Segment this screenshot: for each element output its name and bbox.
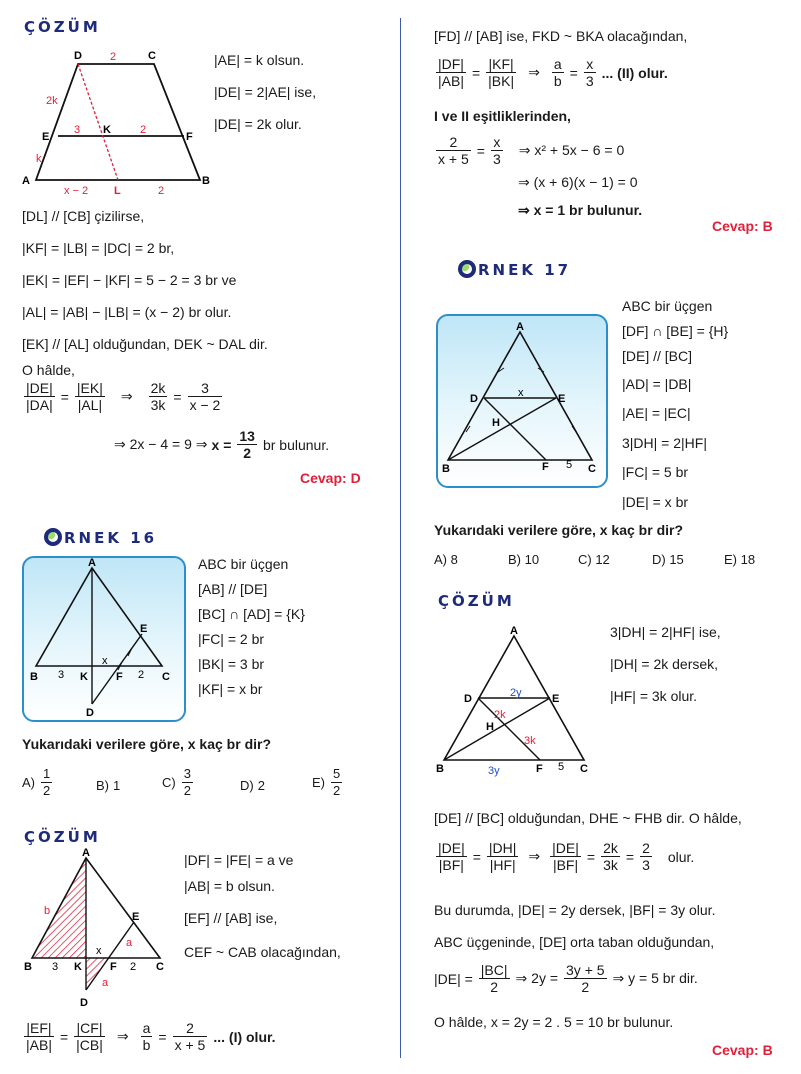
label-B: B bbox=[442, 463, 450, 475]
label-aek: k bbox=[36, 153, 42, 165]
label-D: D bbox=[74, 50, 82, 62]
equation-result: ⇒ x² + 5x − 6 = 0 bbox=[518, 142, 625, 158]
label-ek3: 3 bbox=[74, 124, 81, 136]
answer-label-2: Cevap: B bbox=[712, 218, 773, 234]
fraction-denominator: |DA| bbox=[26, 397, 53, 413]
given-line: |DF| = |FE| = a ve bbox=[184, 852, 294, 868]
label-D: D bbox=[86, 707, 94, 719]
choice-d[interactable] bbox=[240, 778, 265, 793]
midline-equation bbox=[434, 962, 698, 995]
solution-line: |KF| = |LB| = |DC| = 2 br, bbox=[22, 240, 175, 256]
choice-value: 2 bbox=[257, 778, 265, 793]
fraction-denominator: 2 bbox=[490, 979, 499, 995]
choice-label: C) bbox=[162, 775, 176, 790]
given-line: |DE| = 2k olur. bbox=[214, 116, 302, 132]
fraction-numerator: |KF| bbox=[486, 56, 516, 73]
label-fc: 2 bbox=[138, 669, 145, 681]
given-line: |FC| = 2 br bbox=[198, 631, 265, 647]
label-B: B bbox=[24, 961, 32, 973]
fraction-denominator: 3 bbox=[585, 73, 594, 89]
equation-text: ⇒ 2x − 4 = 9 ⇒ bbox=[114, 436, 208, 452]
fraction-denominator: x + 5 bbox=[438, 151, 469, 167]
fraction-numerator: |DE| bbox=[26, 380, 53, 396]
fraction-denominator: |AB| bbox=[26, 1037, 52, 1053]
given-line: |AD| = |DB| bbox=[622, 376, 692, 392]
label-x: x bbox=[96, 945, 102, 957]
label-hf: 3k bbox=[524, 735, 536, 747]
label-bk: 3 bbox=[52, 961, 59, 973]
fraction-denominator: |CB| bbox=[76, 1037, 103, 1053]
label-x: x bbox=[102, 655, 108, 667]
solution-16-triangle bbox=[18, 846, 178, 1010]
label-B: B bbox=[30, 671, 38, 683]
label-x: x bbox=[518, 387, 524, 399]
choice-e[interactable]: E) 18 bbox=[724, 552, 756, 567]
equation-text: |DE| = bbox=[434, 970, 473, 987]
label-A: A bbox=[82, 847, 90, 859]
implies-arrow: ⇒ bbox=[116, 1028, 129, 1044]
label-bk: 3 bbox=[58, 669, 65, 681]
choice-value: 1 bbox=[113, 778, 121, 793]
given-line: |AE| = |EC| bbox=[622, 405, 691, 421]
equation-step: ⇒ (x + 6)(x − 1) = 0 bbox=[518, 174, 638, 190]
label-C: C bbox=[580, 763, 588, 775]
fraction-numerator: 2k bbox=[603, 840, 618, 856]
label-A: A bbox=[22, 175, 30, 187]
solution-line: |EK| = |EF| − |KF| = 5 − 2 = 3 br ve bbox=[22, 272, 237, 288]
fraction-numerator: |DH| bbox=[488, 840, 517, 856]
label-E: E bbox=[140, 623, 148, 635]
label-fc: 2 bbox=[130, 961, 137, 973]
question-16: Yukarıdaki verilere göre, x kaç br dir? bbox=[22, 736, 272, 752]
example-17-triangle bbox=[436, 314, 604, 484]
given-line: |KF| = x br bbox=[198, 681, 263, 697]
equation-step: ⇒ x = 1 br bulunur. bbox=[518, 202, 643, 218]
fraction-denominator: b bbox=[553, 73, 562, 89]
label-D: D bbox=[464, 693, 472, 705]
fraction-denominator: 3 bbox=[492, 151, 501, 167]
given-line: |DH| = 2k dersek, bbox=[610, 656, 719, 672]
label-A: A bbox=[516, 321, 524, 333]
label-D: D bbox=[80, 997, 88, 1009]
label-b: b bbox=[44, 905, 51, 917]
fraction-denominator: |BF| bbox=[552, 857, 579, 873]
choice-label: A) bbox=[22, 775, 35, 790]
fraction-numerator: |EF| bbox=[24, 1020, 54, 1037]
given-line: |HF| = 3k olur. bbox=[610, 688, 698, 704]
fraction-numerator: |BC| bbox=[480, 962, 508, 978]
fraction-numerator: 3y + 5 bbox=[566, 962, 605, 978]
answer-label-3: Cevap: B bbox=[712, 1042, 773, 1058]
equation-x: x = bbox=[211, 436, 232, 453]
label-F: F bbox=[536, 763, 543, 775]
label-a1: a bbox=[126, 937, 133, 949]
label-fc: 5 bbox=[558, 761, 565, 773]
label-D: D bbox=[470, 393, 478, 405]
ratio-equation-II: $\frac{|DF|}{|AB|}$ = $\frac{|KF|}{|BK|}$ ⇒ $\frac{a}{b}$ = $\frac{x}{3}$ ... (II) olur. bbox=[438, 56, 668, 89]
label-H: H bbox=[486, 721, 494, 733]
ratio-equation-3: $\frac{|DE|}{|BF|}$ = $\frac{|DH|}{|HF|}$ ⇒ $\frac{|DE|}{|BF|}$ = $\frac{2k}{3k}$ = $\frac{2}{3}$ olur. bbox=[438, 840, 695, 873]
fraction-numerator: |CF| bbox=[74, 1020, 105, 1037]
label-C: C bbox=[156, 961, 164, 973]
given-line: [AB] // [DE] bbox=[198, 581, 268, 597]
label-F: F bbox=[110, 961, 117, 973]
label-F: F bbox=[542, 461, 549, 473]
label-F: F bbox=[116, 671, 123, 683]
equation-tail: olur. bbox=[667, 848, 695, 865]
label-al: x − 2 bbox=[64, 185, 89, 196]
solution-line: [DE] // [BC] olduğundan, DHE ~ FHB dir. O hâlde, bbox=[434, 810, 742, 826]
choice-label: E) bbox=[312, 775, 325, 790]
example-title: RNEK 17 bbox=[478, 261, 572, 279]
label-dh: 2k bbox=[494, 709, 506, 721]
choice-a[interactable] bbox=[22, 766, 54, 799]
fraction-numerator: 2 bbox=[642, 840, 650, 856]
label-C: C bbox=[148, 50, 156, 62]
label-K: K bbox=[103, 124, 111, 136]
label-B: B bbox=[436, 763, 444, 775]
solution-line: I ve II eşitliklerinden, bbox=[434, 108, 571, 124]
fraction-denominator: 2 bbox=[243, 445, 252, 461]
fraction-denominator: |BF| bbox=[438, 857, 464, 873]
fraction-numerator: 2 bbox=[173, 1020, 208, 1037]
given-line: |DE| = 2|AE| ise, bbox=[214, 84, 317, 100]
fraction-denominator: x − 2 bbox=[189, 397, 221, 413]
fraction-numerator: 13 bbox=[239, 428, 255, 444]
label-E: E bbox=[42, 131, 50, 143]
label-E: E bbox=[552, 693, 560, 705]
fraction-denominator: b bbox=[142, 1037, 151, 1053]
given-line: |DE| = x br bbox=[622, 494, 689, 510]
question-17: Yukarıdaki verilere göre, x kaç br dir? bbox=[434, 522, 684, 538]
answer-label-1: Cevap: D bbox=[300, 470, 361, 486]
fraction-denominator: 2 bbox=[581, 979, 590, 995]
label-kf2: 2 bbox=[140, 124, 147, 136]
label-K: K bbox=[80, 671, 88, 683]
fraction-denominator: 2 bbox=[183, 783, 191, 798]
label-a2: a bbox=[102, 977, 109, 989]
solution-line: Bu durumda, |DE| = 2y dersek, |BF| = 3y olur. bbox=[434, 902, 716, 918]
given-line: [BC] ∩ [AD] = {K} bbox=[198, 606, 305, 622]
fraction-denominator: 2 bbox=[333, 783, 341, 798]
given-line: CEF ~ CAB olacağından, bbox=[184, 944, 341, 960]
label-lb2: 2 bbox=[158, 185, 165, 196]
fraction-numerator: |DF| bbox=[436, 56, 466, 73]
example-17-heading bbox=[458, 260, 571, 279]
solution-line: [FD] // [AB] ise, FKD ~ BKA olacağından, bbox=[434, 28, 688, 44]
example-16-triangle bbox=[22, 556, 182, 720]
label-B: B bbox=[202, 175, 210, 187]
fraction-numerator: x bbox=[584, 56, 596, 73]
label-fc: 5 bbox=[566, 459, 573, 471]
fraction-numerator: a bbox=[553, 56, 562, 72]
solution-17-triangle bbox=[432, 622, 600, 778]
fraction-denominator: 3k bbox=[150, 397, 166, 413]
label-E: E bbox=[132, 911, 140, 923]
label-C: C bbox=[162, 671, 170, 683]
equation-tail: ... (II) olur. bbox=[601, 64, 668, 81]
fraction-denominator: |HF| bbox=[489, 857, 516, 873]
choice-label: D) bbox=[240, 778, 254, 793]
label-A: A bbox=[88, 557, 96, 569]
example-o-icon bbox=[44, 528, 62, 546]
equation-tail: ... (I) olur. bbox=[213, 1028, 276, 1045]
fraction-numerator: |EK| bbox=[76, 380, 103, 396]
result-equation-1 bbox=[114, 428, 329, 461]
given-line: 3|DH| = 2|HF| bbox=[622, 435, 707, 451]
given-line: ABC bir üçgen bbox=[622, 298, 713, 314]
trapezoid-figure bbox=[18, 44, 218, 196]
solution-heading-1: ÇÖZÜM bbox=[24, 18, 101, 36]
given-line: ABC bir üçgen bbox=[198, 556, 289, 572]
fraction-denominator: x + 5 bbox=[174, 1037, 206, 1053]
fraction-numerator: 1 bbox=[43, 766, 51, 781]
given-line: [DF] ∩ [BE] = {H} bbox=[622, 323, 729, 339]
label-ad2k: 2k bbox=[46, 95, 58, 107]
solution-line: |AL| = |AB| − |LB| = (x − 2) br olur. bbox=[22, 304, 232, 320]
label-H: H bbox=[492, 417, 500, 429]
fraction-numerator: 2k bbox=[150, 380, 166, 396]
label-dc: 2 bbox=[110, 51, 117, 63]
column-divider bbox=[400, 18, 401, 1058]
equation-text: br bulunur. bbox=[262, 436, 330, 453]
fraction-denominator: |BK| bbox=[488, 73, 515, 89]
choice-e[interactable] bbox=[312, 766, 344, 799]
label-bf: 3y bbox=[488, 765, 500, 777]
solution-line: O hâlde, bbox=[22, 362, 75, 378]
fraction-numerator: a bbox=[142, 1020, 151, 1036]
fraction-numerator: 3 bbox=[183, 766, 191, 781]
given-line: |FC| = 5 br bbox=[622, 464, 689, 480]
fraction-numerator: |DE| bbox=[552, 840, 579, 856]
fraction-numerator: 3 bbox=[188, 380, 223, 397]
example-o-icon bbox=[458, 260, 476, 278]
given-line: [EF] // [AB] ise, bbox=[184, 910, 278, 926]
ratio-equation-I: $\frac{|EF|}{|AB|}$ = $\frac{|CF|}{|CB|}$ ⇒ $\frac{a}{b}$ = $\frac{2}{x + 5}$ ... (I) olur. bbox=[26, 1020, 276, 1053]
label-A: A bbox=[510, 625, 518, 637]
implies-arrow: ⇒ bbox=[120, 388, 133, 404]
fraction-denominator: 3k bbox=[603, 857, 618, 873]
given-line: |BK| = 3 br bbox=[198, 656, 265, 672]
given-line: |AE| = k olsun. bbox=[214, 52, 305, 68]
ratio-equation-1: $\frac{|DE|}{|DA|}$ = $\frac{|EK|}{|AL|}$ ⇒ $\frac{2k}{3k}$ = $\frac{3}{x - 2}$ bbox=[26, 380, 221, 413]
implies-arrow: ⇒ bbox=[528, 64, 540, 80]
label-de: 2y bbox=[510, 687, 522, 699]
solution-heading-2: ÇÖZÜM bbox=[24, 828, 101, 846]
label-L: L bbox=[114, 185, 121, 196]
fraction-denominator: 2 bbox=[43, 783, 51, 798]
choice-b[interactable] bbox=[96, 778, 120, 793]
label-E: E bbox=[558, 393, 566, 405]
quadratic-equation: $\frac{2}{x + 5}$ = $\frac{x}{3}$ ⇒ x² + 5x − 6 = 0 bbox=[438, 134, 625, 167]
label-C: C bbox=[588, 463, 596, 475]
solution-line: O hâlde, x = 2y = 2 . 5 = 10 br bulunur. bbox=[434, 1014, 674, 1030]
fraction-denominator: 3 bbox=[642, 857, 650, 873]
example-title: RNEK 16 bbox=[64, 529, 158, 547]
given-line: [DE] // [BC] bbox=[622, 348, 693, 364]
choice-d[interactable]: D) 15 bbox=[652, 552, 684, 567]
fraction-numerator: 2 bbox=[436, 134, 471, 151]
given-line: |AB| = b olsun. bbox=[184, 878, 275, 894]
choice-c[interactable] bbox=[162, 766, 195, 799]
choice-a[interactable]: A) 8 bbox=[434, 552, 458, 567]
label-F: F bbox=[186, 131, 193, 143]
implies-arrow: ⇒ bbox=[528, 848, 541, 864]
choice-label: B) bbox=[96, 778, 109, 793]
label-K: K bbox=[74, 961, 82, 973]
fraction-denominator: |AL| bbox=[77, 397, 103, 413]
equation-text: ⇒ y = 5 br dir. bbox=[612, 970, 698, 986]
choice-c[interactable]: C) 12 bbox=[578, 552, 610, 567]
equation-text: ⇒ 2y = bbox=[515, 970, 559, 986]
solution-line: [EK] // [AL] olduğundan, DEK ~ DAL dir. bbox=[22, 336, 268, 352]
fraction-numerator: |DE| bbox=[438, 840, 465, 856]
solution-line: [DL] // [CB] çizilirse, bbox=[22, 208, 145, 224]
solution-heading-3: ÇÖZÜM bbox=[438, 592, 515, 610]
fraction-numerator: x bbox=[491, 134, 503, 151]
example-16-heading bbox=[44, 528, 157, 547]
given-line: 3|DH| = 2|HF| ise, bbox=[610, 624, 721, 640]
fraction-denominator: |AB| bbox=[438, 73, 464, 89]
solution-line: ABC üçgeninde, [DE] orta taban olduğundan, bbox=[434, 934, 715, 950]
fraction-numerator: 5 bbox=[333, 766, 341, 781]
choice-b[interactable]: B) 10 bbox=[508, 552, 540, 567]
